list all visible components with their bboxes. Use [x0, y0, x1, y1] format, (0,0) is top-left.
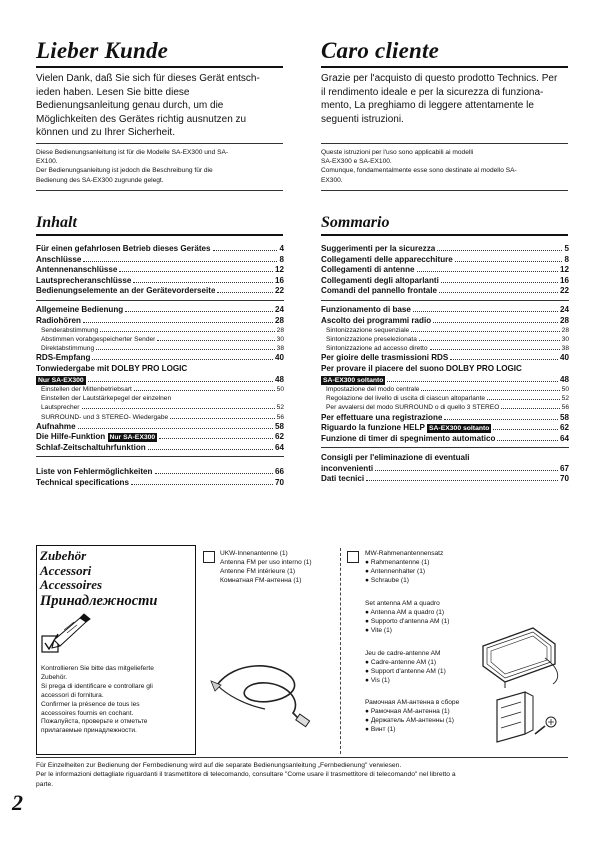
page-number: 2 — [12, 790, 23, 815]
title-rule — [321, 234, 568, 236]
toc-entry: Collegamenti degli altoparlanti 16 — [321, 275, 569, 285]
toc-subentry: Sintonizzazione sequenziale 28 — [326, 327, 569, 335]
toc-entry: Collegamenti delle apparecchiture 8 — [321, 254, 569, 264]
toc-subentry: Sintonizzazione ad accesso diretto 38 — [326, 345, 569, 353]
model-badge: SA-EX300 soltanto — [428, 425, 490, 433]
divider — [340, 548, 341, 754]
am-antenna-de: MW-Rahmenantennensatz ● Rahmenantenne (1) ● Antennenhalter (1) ● Schraube (1) — [365, 550, 444, 584]
divider — [321, 444, 569, 448]
toc-it — [321, 244, 569, 485]
toc-subentry: SURROUND- und 3 STEREO- Wiedergabe 56 — [41, 413, 284, 421]
toc-subentry: Abstimmen vorabgespeicherter Sender 30 — [41, 336, 284, 344]
toc-entry: Allgemeine Bedienung 24 — [36, 304, 284, 314]
toc-title-de: Inhalt — [36, 214, 77, 231]
toc-title-it: Sommario — [321, 214, 390, 231]
divider — [321, 190, 568, 191]
check-instructions: Kontrollieren Sie bitte das mitgelieferte Zubehör. Si prega di identificare e controllare gli accessori di fornitura. Confirmer la présence de tous les accessoires fournis en cochant. Пожалуйста, проверьте и отметьте прилагаемые принадлежности. — [41, 665, 154, 735]
model-badge: Nur SA-EX300 — [109, 434, 156, 442]
am-loop-antenna-illustration — [475, 618, 565, 753]
toc-subentry: Einstellen der Mittenbetriebsart 50 — [41, 386, 284, 394]
toc-de — [36, 244, 284, 489]
toc-subentry: Lautsprecher 52 — [41, 404, 284, 412]
title-rule — [36, 66, 283, 68]
toc-subentry: Sintonizzazione preselezionata 30 — [326, 336, 569, 344]
title-rule — [321, 66, 568, 68]
toc-entry: Ascolto dei programmi radio 28 — [321, 315, 569, 325]
divider — [36, 757, 568, 758]
greeting-title-de: Lieber Kunde — [36, 38, 169, 63]
toc-entry: Per gioire delle trasmissioni RDS 40 — [321, 353, 569, 363]
divider — [321, 297, 569, 301]
toc-entry: Comandi del pannello frontale 22 — [321, 286, 569, 296]
model-note-de: Diese Bedienungsanleitung ist für die Modelle SA-EX300 und SA- EX100. Der Bedienungsanleitung ist jedoch die Beschreibung für die Bedienung des SA-EX300 zugrunde gelegt. — [36, 149, 229, 184]
greeting-body-de: Vielen Dank, daß Sie sich für dieses Gerät entsch- ieden haben. Lesen Sie bitte diese Bedienungsanleitung genau durch, um die Möglichkeiten des Gerätes richtig ausnutzen zu können und zu Ihrer Sicherheit. — [36, 73, 260, 139]
footer-note: Für Einzelheiten zur Bedienung der Fernbedienung wird auf die separate Bedienungsanleitung „Fernbedienung" verwiesen. Per le informazioni dettagliate riguardanti il trasmettitore di telecomando, consultare "Come usare il trasmettitore di telecomando" nel libretto a parte. — [36, 762, 456, 788]
accessories-titles: Zubehör Accessori Accessoires Принадлежности — [40, 548, 158, 609]
toc-entry: Lautsprecheranschlüsse 16 — [36, 275, 284, 285]
toc-entry: Funzione di timer di spegnimento automatico 64 — [321, 433, 569, 443]
toc-entry: Antennenanschlüsse 12 — [36, 265, 284, 275]
toc-entry-dolby: Tonwiedergabe mit DOLBY PRO LOGIC — [36, 364, 188, 374]
divider — [36, 143, 283, 144]
toc-entry: Schlaf-Zeitschaltuhrfunktion 64 — [36, 442, 284, 452]
checkmark-pen-icon — [40, 610, 100, 660]
am-antenna-it: Set antenna AM a quadro ● Antenna AM a quadro (1) ● Supporto d'antenna AM (1) ● Vite (1) — [365, 600, 450, 634]
model-badge: Nur SA-EX300 — [38, 376, 84, 384]
divider — [36, 297, 284, 301]
divider — [36, 453, 284, 457]
toc-entry: Anschlüsse 8 — [36, 254, 284, 264]
toc-subentry: Regolazione del livello di uscita di ciascun altoparlante 52 — [326, 395, 569, 403]
divider — [321, 143, 568, 144]
toc-subentry: Per avvalersi del modo SURROUND o di quello 3 STEREO 56 — [326, 404, 569, 412]
greeting-title-it: Caro cliente — [321, 38, 440, 63]
toc-entry: Riguardo la funzione HELP SA-EX300 soltanto 62 — [321, 423, 569, 433]
toc-subentry: Einstellen der Lautstärkepegel der einzelnen — [41, 395, 172, 403]
am-antenna-checkbox[interactable] — [347, 551, 359, 563]
toc-entry: SA-EX300 soltanto 48 — [323, 374, 569, 384]
fm-antenna-checkbox[interactable] — [203, 551, 215, 563]
model-badge: SA-EX300 soltanto — [323, 376, 384, 384]
toc-entry-consigli: Consigli per l'eliminazione di eventuali — [321, 453, 470, 463]
am-antenna-ru: Рамочная АМ-антенна в сборе ● Рамочная АМ-антенна (1) ● Держатель АМ-антенны (1) ● Винт (1) — [365, 699, 460, 733]
divider — [36, 190, 283, 191]
toc-entry: Bedienungselemente an der Gerätevorderseite 22 — [36, 286, 284, 296]
toc-subentry: Direktabstimmung 38 — [41, 345, 284, 353]
toc-entry: Suggerimenti per la sicurezza 5 — [321, 244, 569, 253]
toc-entry: Nur SA-EX300 48 — [38, 374, 284, 384]
toc-entry: Für einen gefahrlosen Betrieb dieses Gerätes 4 — [36, 244, 284, 253]
toc-entry: Radiohören 28 — [36, 315, 284, 325]
toc-subentry: Senderabstimmung 28 — [41, 327, 284, 335]
toc-entry: RDS-Empfang 40 — [36, 353, 284, 363]
toc-entry: Aufnahme 58 — [36, 421, 284, 431]
toc-entry: Collegamenti di antenne 12 — [321, 265, 569, 275]
toc-entry: Per effettuare una registrazione 58 — [321, 412, 569, 422]
toc-subentry: Impostazione del modo centrale 50 — [326, 386, 569, 394]
toc-entry-dolby: Per provare il piacere del suono DOLBY PRO LOGIC — [321, 364, 522, 374]
title-rule — [36, 234, 283, 236]
toc-entry: Dati tecnici 70 — [321, 474, 569, 484]
greeting-body-it: Grazie per l'acquisto di questo prodotto Technics. Per il rendimento ideale e per la sicurezza di funziona- mento, La preghiamo di leggere attentamente le seguenti istruzioni. — [321, 73, 558, 125]
toc-entry: Die Hilfe-Funktion Nur SA-EX300 62 — [36, 432, 284, 442]
toc-entry: Liste von Fehlermöglichkeiten 66 — [36, 467, 284, 477]
am-antenna-fr: Jeu de cadre-antenne AM ● Cadre-antenne AM (1) ● Support d'antenne AM (1) ● Vis (1) — [365, 650, 446, 684]
toc-entry: Technical specifications 70 — [36, 477, 284, 487]
toc-entry: inconvenienti 67 — [321, 463, 569, 473]
model-note-it: Queste istruzioni per l'uso sono applicabili ai modelli SA-EX300 e SA-EX100. Comunque, fondamentalmente esse sono destinate al modello SA- EX300. — [321, 149, 517, 184]
fm-antenna-label: UKW-Innenantenne (1) Antenna FM per uso interno (1) Antenne FM intérieure (1) Комнатная FM-антенна (1) — [220, 550, 312, 584]
fm-antenna-illustration — [205, 655, 330, 735]
toc-entry: Funzionamento di base 24 — [321, 304, 569, 314]
